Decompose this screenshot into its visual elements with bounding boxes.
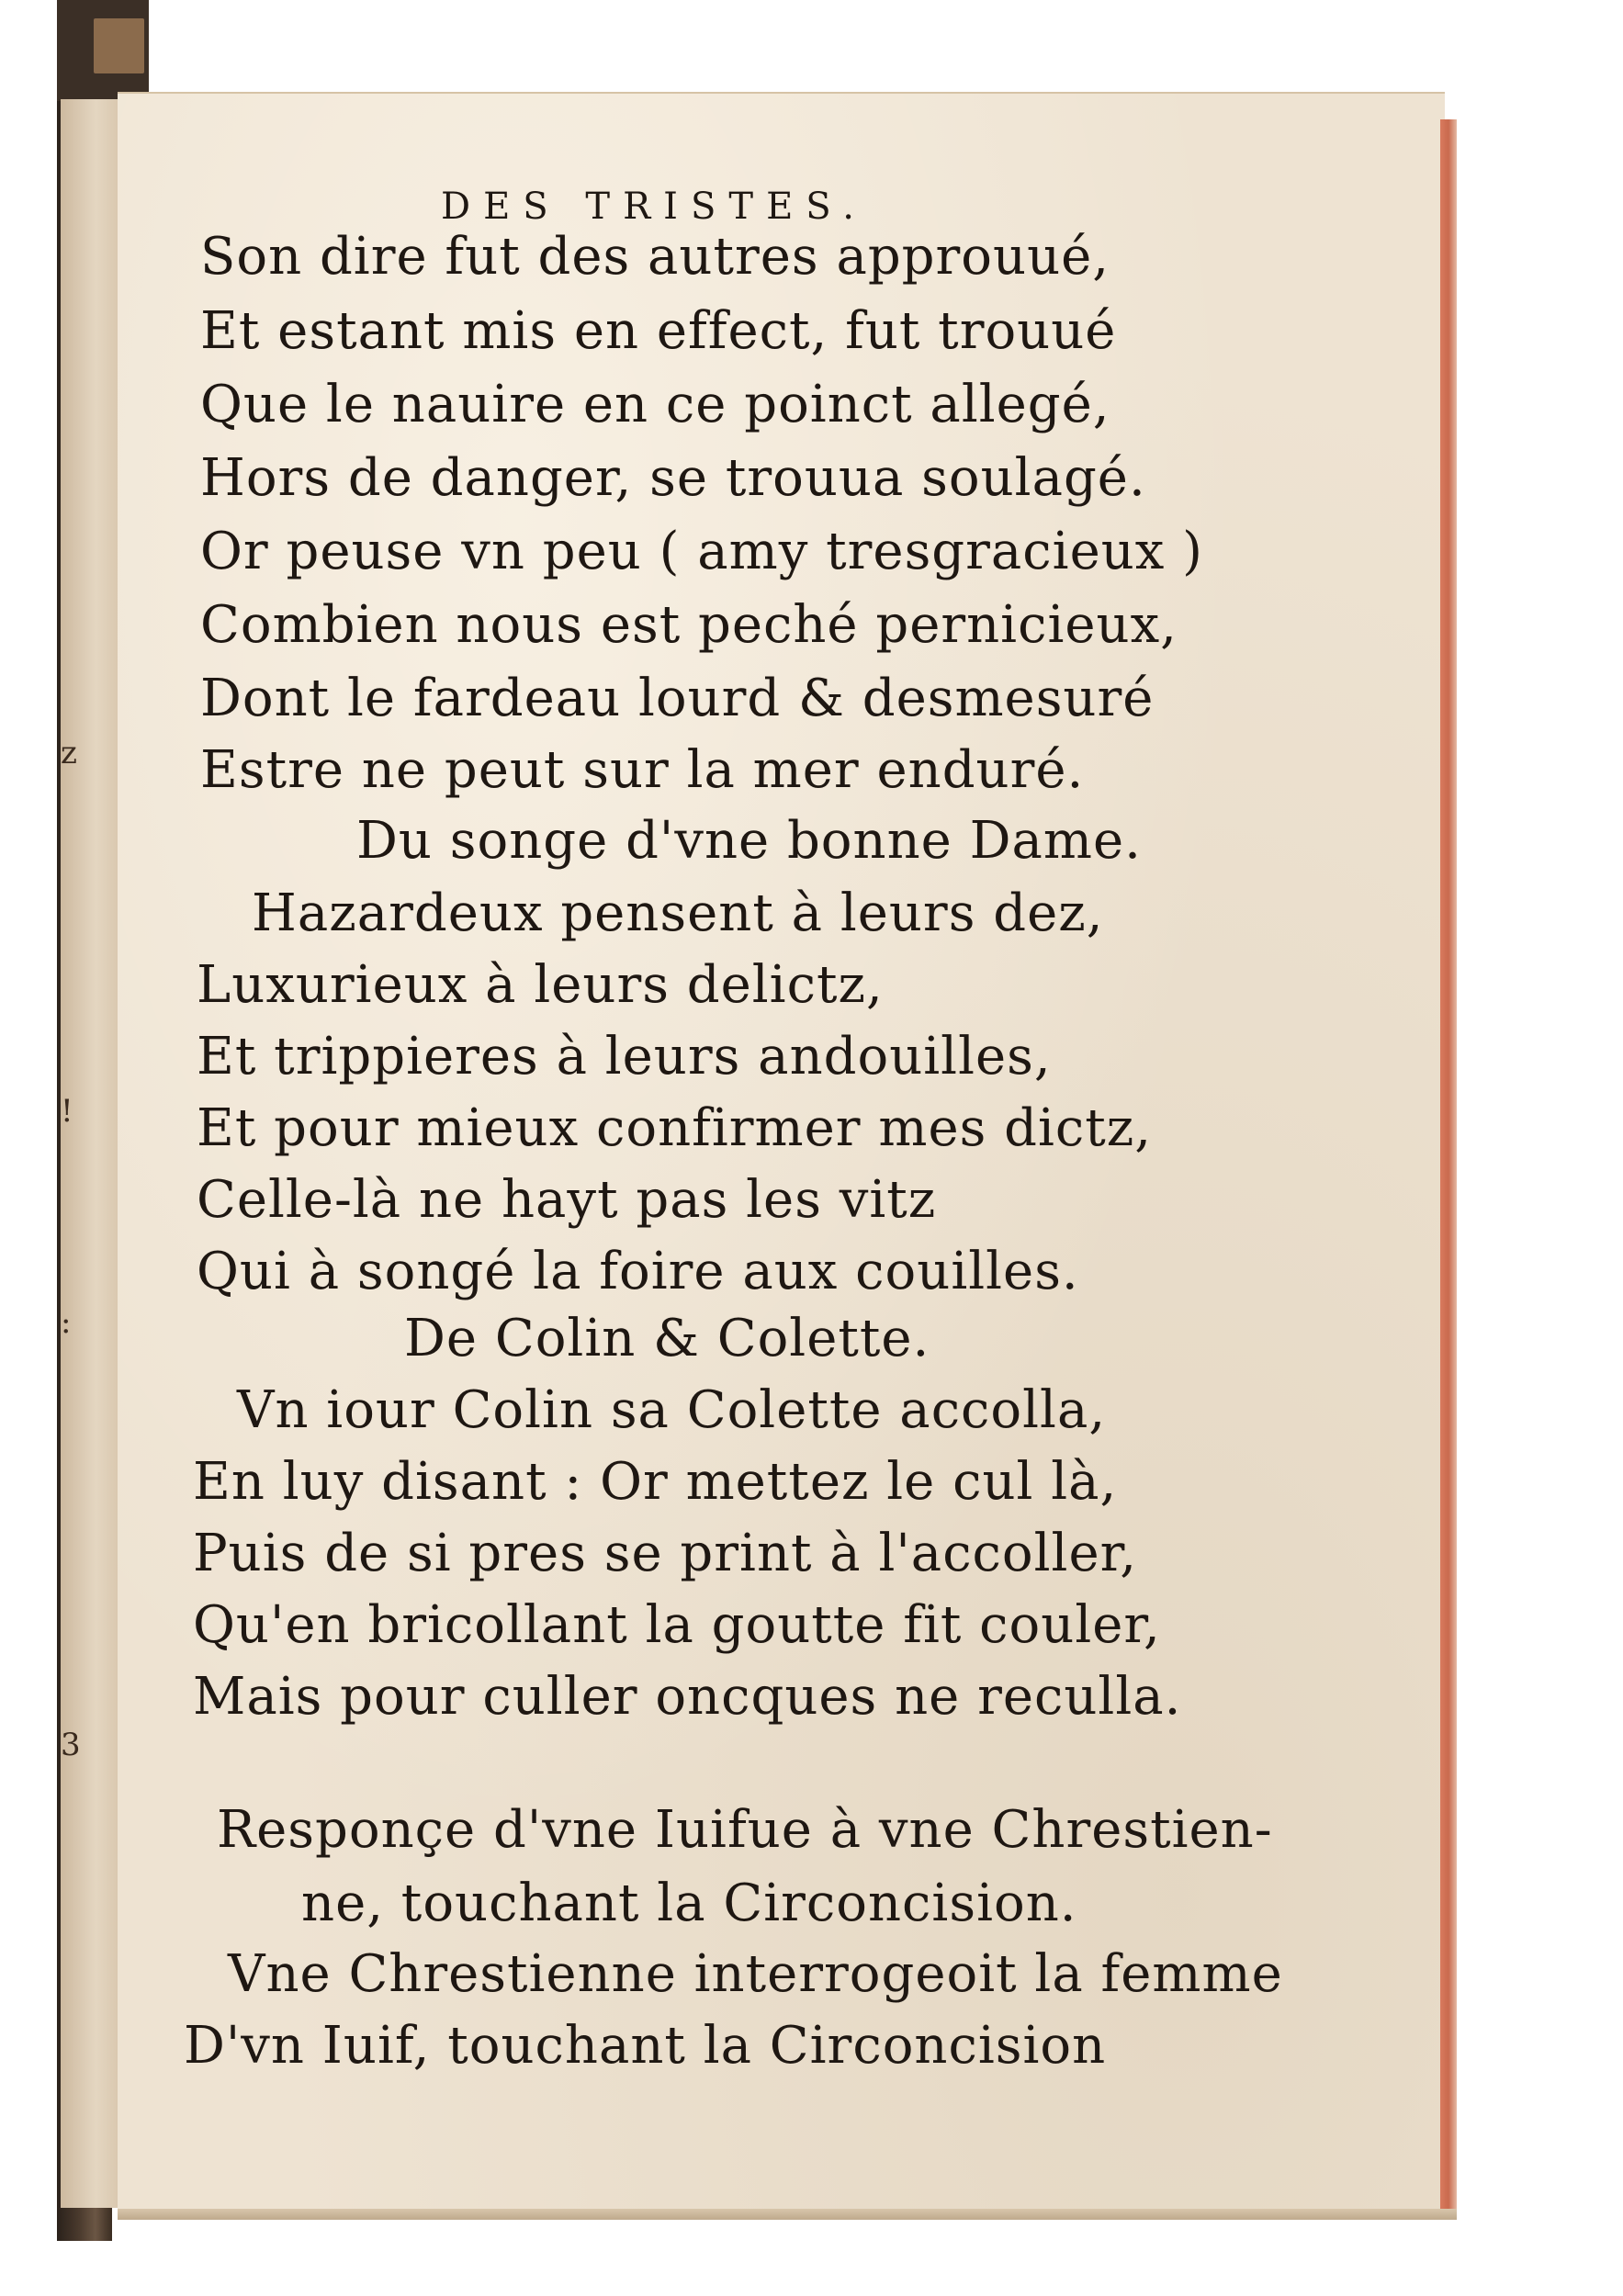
verse-line: Or peuse vn peu ( amy tresgracieux ) <box>200 522 1204 581</box>
verse-line: En luy disant : Or mettez le cul là, <box>193 1452 1118 1512</box>
verse-line: Qu'en bricollant la goutte fit couler, <box>193 1595 1161 1655</box>
verse-line: Et estant mis en effect, fut trouué <box>200 301 1117 361</box>
poem-title: Responçe d'vne Iuifue à vne Chrestien- <box>217 1800 1273 1860</box>
verse-line: Que le nauire en ce poinct allegé, <box>200 375 1110 434</box>
poem-title: De Colin & Colette. <box>404 1309 930 1368</box>
page-fore-edge <box>1440 119 1457 2209</box>
page-bottom-edge <box>118 2209 1457 2220</box>
facing-page-edge <box>61 99 121 2208</box>
verse-line: Hazardeux pensent à leurs dez, <box>252 884 1104 943</box>
binding-corner <box>57 0 149 101</box>
verse-line: Luxurieux à leurs delictz, <box>197 955 884 1015</box>
verse-line: Mais pour culler oncques ne reculla. <box>193 1667 1182 1727</box>
verse-line: D'vn Iuif, touchant la Circoncision <box>184 2016 1107 2076</box>
verse-line: Vne Chrestienne interrogeoit la femme <box>228 1944 1283 2004</box>
facing-page-mark: z <box>61 735 77 771</box>
verse-line: Puis de si pres se print à l'accoller, <box>193 1524 1138 1583</box>
poem-title: ne, touchant la Circoncision. <box>301 1874 1077 1933</box>
verse-line: Son dire fut des autres approuué, <box>200 227 1110 287</box>
facing-page-mark: : <box>61 1304 72 1341</box>
poem-title: Du songe d'vne bonne Dame. <box>356 811 1142 871</box>
verse-line: Combien nous est peché pernicieux, <box>200 595 1178 655</box>
verse-line: Et trippieres à leurs andouilles, <box>197 1027 1052 1086</box>
verse-line: Celle-là ne hayt pas les vitz <box>197 1170 937 1230</box>
verse-line: Hors de danger, se trouua soulagé. <box>200 448 1146 508</box>
facing-page-mark: ! <box>61 1093 73 1130</box>
verse-line: Vn iour Colin sa Colette accolla, <box>237 1380 1107 1440</box>
running-head: DES TRISTES. <box>441 186 867 228</box>
facing-page-mark: 3 <box>61 1727 81 1763</box>
verse-line: Dont le fardeau lourd & desmesuré <box>200 669 1155 728</box>
verse-line: Qui à songé la foire aux couilles. <box>197 1242 1079 1301</box>
verse-line: Et pour mieux confirmer mes dictz, <box>197 1098 1153 1158</box>
verse-line: Estre ne peut sur la mer enduré. <box>200 740 1085 800</box>
